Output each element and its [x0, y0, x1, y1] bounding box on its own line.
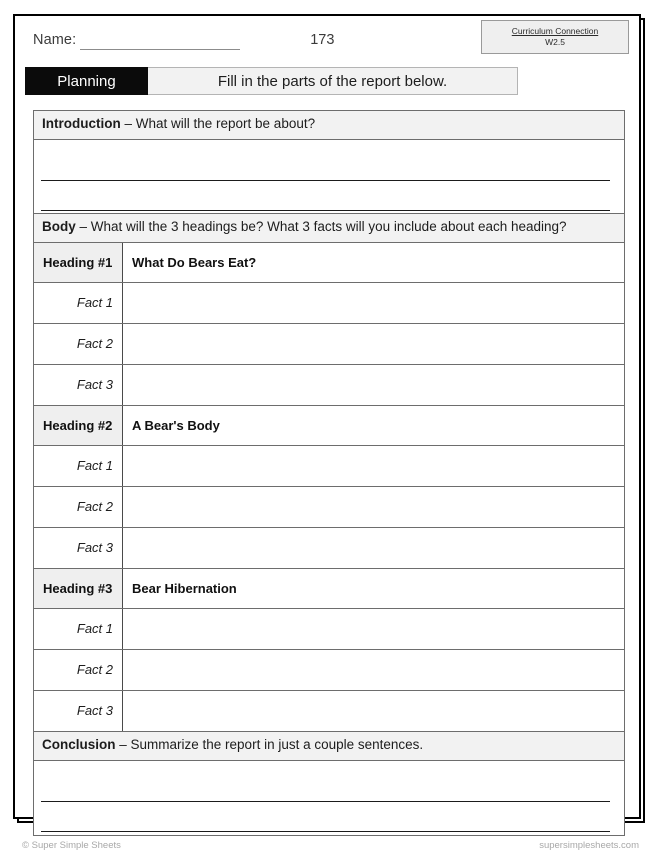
table-row — [34, 650, 624, 691]
introduction-prompt: What will the report be about? — [135, 116, 316, 131]
name-label: Name: — [33, 32, 77, 48]
table-row — [34, 446, 624, 487]
introduction-write-line-2[interactable] — [41, 210, 610, 211]
page-header — [13, 18, 637, 62]
introduction-write-line-1[interactable] — [41, 180, 610, 181]
heading-3-fact-2-label: Fact 2 — [76, 662, 113, 678]
heading-1-fact-3-label: Fact 3 — [76, 377, 113, 393]
heading-3-fact-2-label-cell — [34, 650, 123, 690]
footer-copyright: © Super Simple Sheets — [22, 840, 121, 851]
heading-3-fact-1-input[interactable] — [123, 609, 624, 649]
heading-2-label: Heading #2 — [43, 417, 113, 433]
name-input-line[interactable] — [80, 49, 240, 50]
heading-2-fact-3-input[interactable] — [123, 528, 624, 568]
page-footer — [0, 836, 661, 855]
table-row — [34, 365, 624, 406]
body-band — [34, 214, 624, 243]
conclusion-prompt: Summarize the report in just a couple sentences. — [130, 736, 424, 752]
heading-3-value: Bear Hibernation — [132, 580, 237, 596]
heading-2-fact-2-label-cell — [34, 487, 123, 527]
heading-3-fact-1-label-cell — [34, 609, 123, 649]
heading-1-value-cell[interactable] — [123, 243, 624, 282]
heading-2-fact-2-label: Fact 2 — [76, 499, 113, 515]
footer-website: supersimplesheets.com — [539, 840, 639, 851]
table-row — [34, 528, 624, 569]
heading-1-label-cell — [34, 243, 123, 282]
heading-3-fact-2-input[interactable] — [123, 650, 624, 690]
curriculum-connection-badge — [481, 20, 629, 54]
heading-1-fact-2-label: Fact 2 — [76, 336, 113, 352]
body-label: Body — [42, 218, 76, 234]
curriculum-connection-title: Curriculum Connection — [511, 26, 599, 37]
instruction-banner: Fill in the parts of the report below. — [148, 67, 518, 95]
heading-3-fact-3-label-cell — [34, 691, 123, 731]
conclusion-write-line-2[interactable] — [41, 831, 610, 832]
conclusion-write-area[interactable] — [34, 761, 624, 835]
heading-2-fact-1-label: Fact 1 — [76, 458, 113, 474]
heading-2-fact-2-input[interactable] — [123, 487, 624, 527]
body-dash: – — [75, 218, 91, 234]
curriculum-connection-code: W2.5 — [545, 37, 565, 47]
worksheet-table — [33, 110, 625, 836]
table-row — [34, 691, 624, 732]
heading-2-fact-1-label-cell — [34, 446, 123, 486]
heading-3-label: Heading #3 — [43, 580, 113, 596]
conclusion-dash: – — [115, 736, 131, 752]
page-number: 173 — [310, 32, 335, 48]
conclusion-band — [34, 732, 624, 761]
table-row — [34, 487, 624, 528]
heading-1-fact-3-label-cell — [34, 365, 123, 405]
heading-1-value: What Do Bears Eat? — [132, 254, 257, 270]
heading-1-fact-1-label: Fact 1 — [76, 295, 113, 311]
table-row — [34, 324, 624, 365]
heading-1-fact-2-label-cell — [34, 324, 123, 364]
heading-2-fact-1-input[interactable] — [123, 446, 624, 486]
heading-1-fact-1-label-cell — [34, 283, 123, 323]
heading-3-fact-3-label: Fact 3 — [76, 703, 113, 719]
table-row — [34, 283, 624, 324]
heading-3-label-cell — [34, 569, 123, 608]
heading-3-fact-1-label: Fact 1 — [76, 621, 113, 637]
tab-bar — [25, 67, 518, 95]
heading-1-fact-1-input[interactable] — [123, 283, 624, 323]
introduction-write-area[interactable] — [34, 140, 624, 214]
heading-2-value: A Bear's Body — [132, 417, 220, 433]
table-row — [34, 243, 624, 283]
heading-2-value-cell[interactable] — [123, 406, 624, 445]
body-prompt: What will the 3 headings be? What 3 facts will you include about each heading? — [90, 218, 567, 234]
heading-2-fact-3-label-cell — [34, 528, 123, 568]
introduction-dash: – — [120, 116, 136, 131]
table-row — [34, 609, 624, 650]
heading-3-value-cell[interactable] — [123, 569, 624, 608]
table-row — [34, 569, 624, 609]
table-row — [34, 406, 624, 446]
heading-1-label: Heading #1 — [43, 254, 113, 270]
tab-planning[interactable]: Planning — [25, 67, 148, 95]
heading-2-fact-3-label: Fact 3 — [76, 540, 113, 556]
heading-2-label-cell — [34, 406, 123, 445]
introduction-label: Introduction — [42, 116, 121, 131]
heading-1-fact-2-input[interactable] — [123, 324, 624, 364]
introduction-band — [34, 111, 624, 140]
heading-1-fact-3-input[interactable] — [123, 365, 624, 405]
heading-3-fact-3-input[interactable] — [123, 691, 624, 731]
conclusion-write-line-1[interactable] — [41, 801, 610, 802]
conclusion-label: Conclusion — [42, 736, 116, 752]
